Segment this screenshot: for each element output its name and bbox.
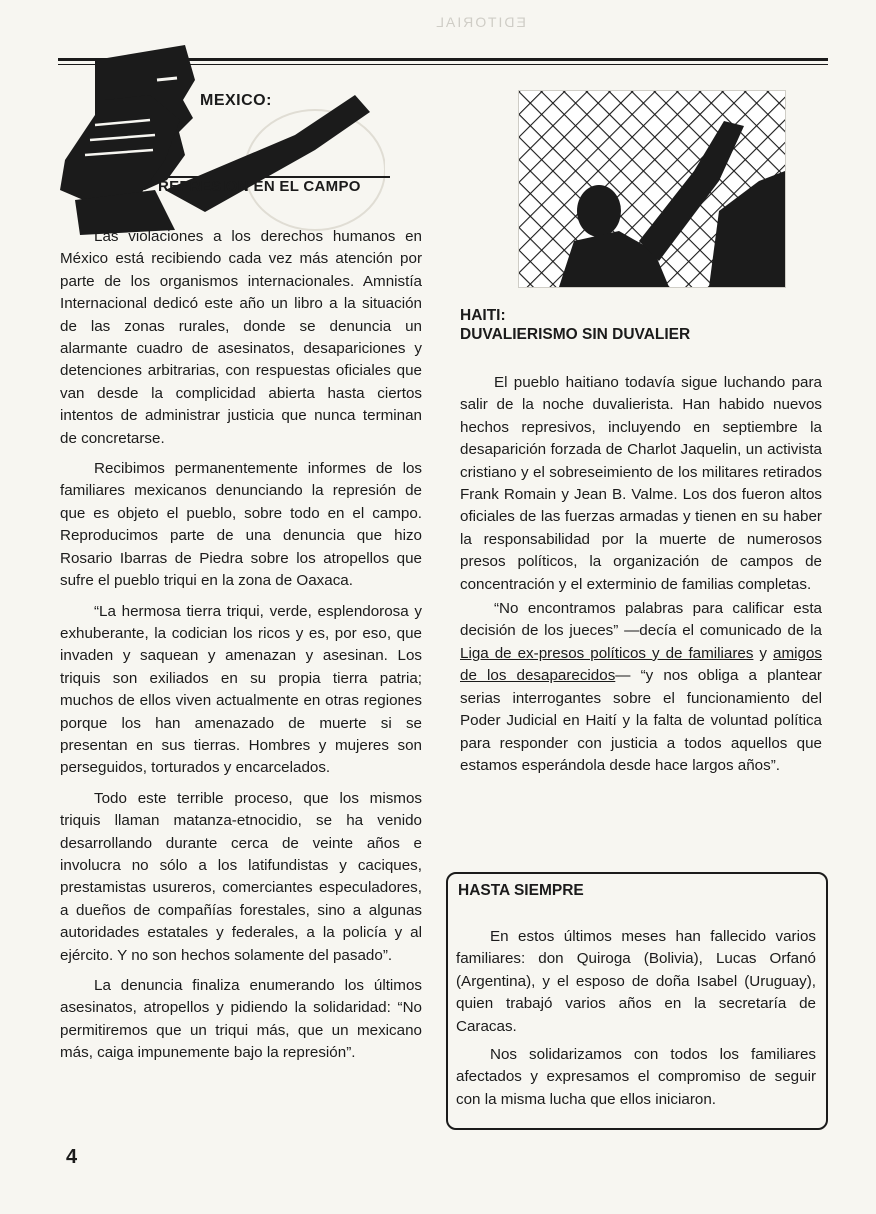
mexico-paragraph: La denuncia finaliza enumerando los últimos asesinatos, atropellos y pidiendo la solidaridad: “No permitiremos que un triqui más, que un mexicano más, caiga impunemente bajo la represión”. <box>60 977 422 1062</box>
haiti-heading <box>460 306 690 344</box>
quote-text-end: — “y nos obliga a plantear serias interrogantes sobre el funcionamiento del Poder Judicial en Haití y la falta de voluntad política para responder con justicia a todos aquellos que estamos esperándola desde hace largos años”. <box>460 667 822 774</box>
quote-text: “No encontramos palabras para calificar esta decisión de los jueces” —decía el comunicado de la <box>460 600 822 640</box>
silenced-face-illustration <box>55 40 385 240</box>
haiti-title: HAITI: <box>460 307 506 324</box>
haiti-article <box>460 372 822 779</box>
hasta-siempre-paragraph: En estos últimos meses han fallecido varios familiares: don Quiroga (Bolivia), Lucas Orfanó (Argentina), y el esposo de doña Isabel (Uruguay), quien trabajó varios años en la secretaría de Caracas. <box>456 928 816 1035</box>
haiti-subtitle: DUVALIERISMO SIN DUVALIER <box>460 326 691 343</box>
mexico-paragraph: Todo este terrible proceso, que los mismos triquis llaman matanza-etnocidio, se ha venido desarrollando durante cerca de veinte años e involucra no sólo a los latifundistas y caciques, prestamistas usureros, comerciantes especuladores, a dueños de compañías forestales, sino a algunas autoridades estatales y federales, a la policía y al ejército. Y no son hechos solamente del pasado”. <box>60 789 422 964</box>
mexico-paragraph: “La hermosa tierra triqui, verde, esplendorosa y exhuberante, la codician los ricos y es, por eso, que invaden y saquean y amenazan y asesinan. Los triquis son exiliados en su propia tierra patria; muchos de ellos viven actualmente en otras regiones porque los han amenazado de muerte si se presentan en sus tierras. Hombres y mujeres son perseguidos, torturados y encarcelados. <box>60 602 422 777</box>
bleed-through-text: EDITORIAL <box>434 14 526 30</box>
hasta-siempre-box <box>446 872 828 1130</box>
mexico-paragraph: Las violaciones a los derechos humanos en México está recibiendo cada vez más atención por parte de los organismos internacionales. Amnistía Internacional dedicó este año un libro a la situación de las zonas rurales, donde se denuncia un alarmante cuadro de asesinatos, desapariciones y detenciones arbitrarias, con respuestas oficiales que van desde la complicidad abierta hasta ciertos intentos de administrar justicia que nunca terminan de concretarse. <box>60 228 422 447</box>
organization-name-2: amigos de los desaparecidos <box>460 644 822 685</box>
haiti-paragraph-quote <box>460 598 822 777</box>
mexico-paragraph: Recibimos permanentemente informes de los familiares mexicanos denunciando la represión de que es objeto el pueblo, sobre todo en el campo. Reproducimos parte de una denuncia que hizo Rosario Ibarras de Piedra sobre los atropellos que sufre el pueblo triqui en la zona de Oaxaca. <box>60 460 422 590</box>
hasta-siempre-paragraph: Nos solidarizamos con todos los familiares afectados y expresamos el compromiso de seguir con la misma lucha que ellos iniciaron. <box>456 1046 816 1108</box>
page-number: 4 <box>66 1146 78 1168</box>
fence-photo-image <box>519 91 785 287</box>
mexico-subtitle: REPRESION EN EL CAMPO <box>158 178 361 195</box>
fence-prisoner-photo <box>518 90 786 288</box>
quote-text-conj: y <box>753 644 774 662</box>
mexico-title: MEXICO: <box>200 92 272 109</box>
hasta-siempre-title: HASTA SIEMPRE <box>458 882 584 899</box>
organization-name: Liga de ex-presos políticos y de familiares <box>460 644 754 662</box>
hasta-siempre-body <box>456 926 816 1117</box>
mexico-article <box>60 226 422 1073</box>
haiti-paragraph: El pueblo haitiano todavía sigue luchando para salir de la noche duvalierista. Han habido nuevos hechos represivos, incluyendo en septiembre la desaparición forzada de Charlot Jaquelin, un activista cristiano y el sobreseimiento de los militares retirados Frank Romain y Jean B. Valme. Los dos fueron altos oficiales de las fuerzas armadas y tienen en su haber la responsabilidad por la muerte de numerosos presos políticos, la organización de campos de concentración y el exterminio de familias completas. <box>460 374 822 593</box>
